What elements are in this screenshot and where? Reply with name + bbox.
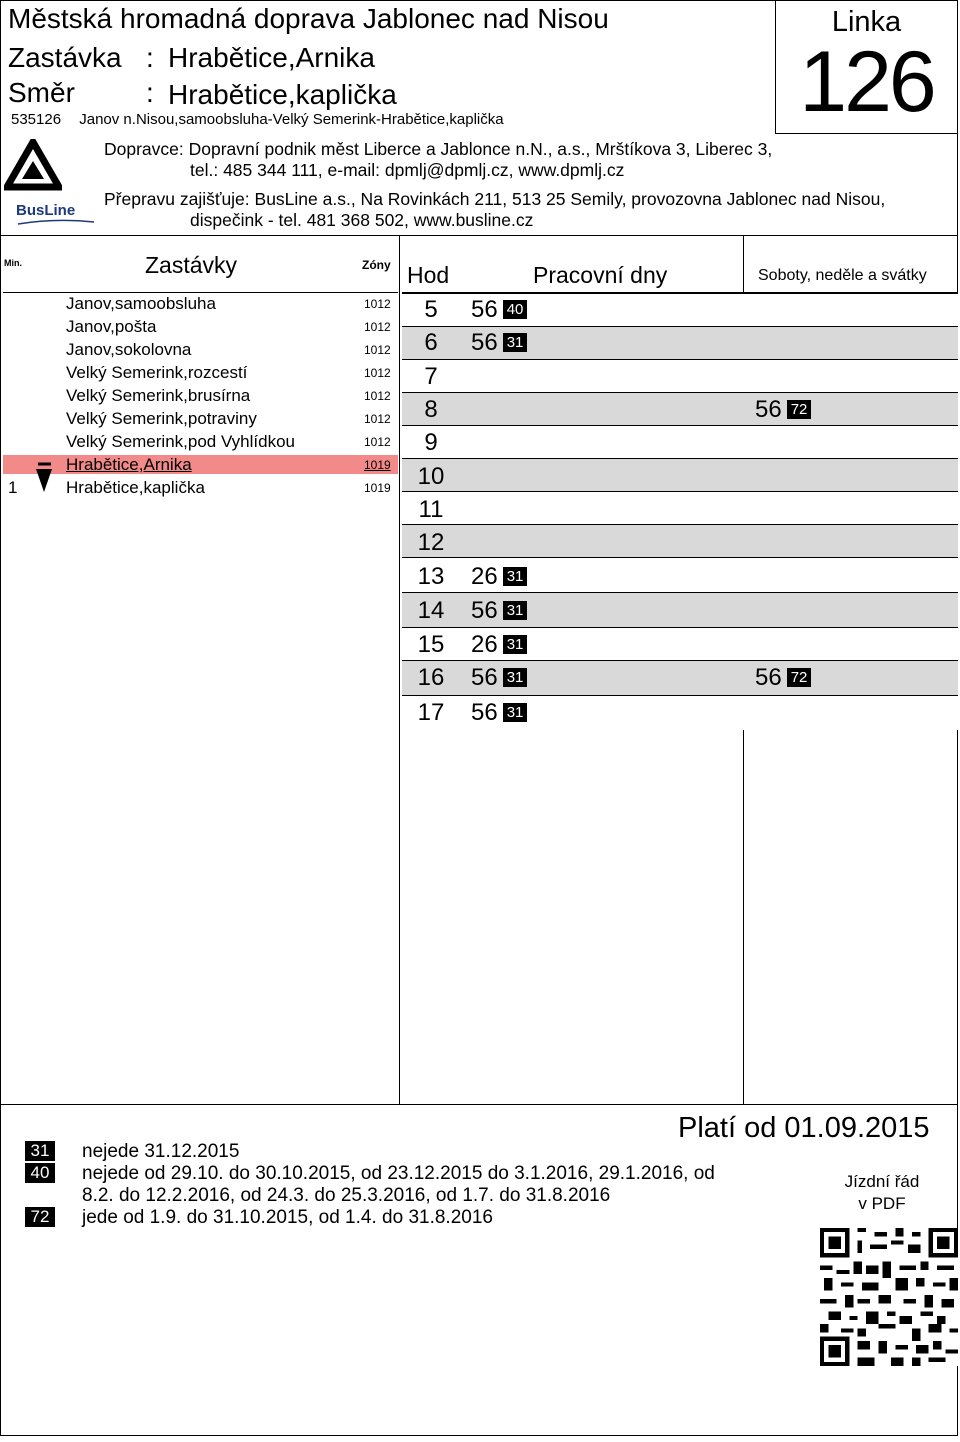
weekday-departure xyxy=(471,631,527,659)
stop-name: Velký Semerink,brusírna xyxy=(66,386,251,405)
hour-cell: 11 xyxy=(418,496,444,523)
direction-arrow-icon xyxy=(34,461,54,493)
city-title: Městská hromadná doprava Jablonec nad Nisou xyxy=(8,3,609,34)
operator-info-line1: Přepravu zajišťuje: BusLine a.s., Na Rovinkách 211, 513 25 Semily, provozovna Jablonec nad Nisou, xyxy=(104,189,886,209)
stop-zone: 1012 xyxy=(364,366,391,380)
hour-cell: 8 xyxy=(424,396,438,423)
legend-code: 31 xyxy=(25,1141,55,1161)
divider-stops xyxy=(399,236,400,1105)
current-stop-zone: 1019 xyxy=(364,458,391,472)
route-code: 535126 xyxy=(11,111,62,128)
note-badge: 31 xyxy=(503,703,528,722)
hour-cell: 13 xyxy=(417,563,445,590)
hour-cell: 7 xyxy=(424,363,438,390)
weekend-departure xyxy=(755,396,811,424)
weekday-column-header: Pracovní dny xyxy=(533,262,668,288)
weekday-departure xyxy=(471,664,527,692)
route-text: Janov n.Nisou,samoobsluha-Velký Semerink-Hrabětice,kaplička xyxy=(79,111,504,128)
stop-minutes: 1 xyxy=(8,478,18,497)
stop-name: Velký Semerink,potraviny xyxy=(66,409,257,428)
table-row xyxy=(402,393,958,426)
line-label: Linka xyxy=(831,6,902,38)
departure-minute: 26 xyxy=(471,631,498,658)
stop-zone: 1012 xyxy=(364,320,391,334)
stop-zone: 1019 xyxy=(364,481,391,495)
minutes-column-header: Min. xyxy=(4,258,22,268)
direction-value: Hrabětice,kaplička xyxy=(168,79,397,110)
route-description xyxy=(11,111,504,128)
divider-footer xyxy=(0,1104,958,1105)
weekday-departure xyxy=(471,597,527,625)
busline-logo: BusLine xyxy=(16,202,76,219)
hour-cell: 17 xyxy=(417,699,445,726)
weekday-departure xyxy=(471,329,527,357)
stop-zone: 1012 xyxy=(364,412,391,426)
stops-column-header: Zastávky xyxy=(145,252,238,278)
stop-zone: 1012 xyxy=(364,297,391,311)
note-badge: 31 xyxy=(503,567,528,586)
stop-label: Zastávka xyxy=(8,42,122,73)
legend-code: 72 xyxy=(25,1207,55,1227)
table-row xyxy=(402,426,958,459)
departure-minute: 56 xyxy=(755,396,782,423)
legend-text: nejede 31.12.2015 xyxy=(82,1141,240,1162)
note-badge: 31 xyxy=(503,635,528,654)
stop-name: Velký Semerink,rozcestí xyxy=(66,363,248,382)
pdf-label: Jízdní řád xyxy=(844,1172,920,1191)
departure-minute: 56 xyxy=(471,699,498,726)
departure-minute: 56 xyxy=(471,296,498,323)
direction-label: Směr xyxy=(8,77,75,108)
zones-column-header: Zóny xyxy=(362,258,391,272)
stop-name: Janov,pošta xyxy=(66,317,157,336)
pdf-label: v PDF xyxy=(858,1194,906,1213)
carrier-info-line2: tel.: 485 344 111, e-mail: dpmlj@dpmlj.cz, www.dpmlj.cz xyxy=(190,160,625,180)
busline-swoosh-icon xyxy=(16,218,96,228)
dpmlj-logo-icon xyxy=(4,139,62,191)
note-badge: 31 xyxy=(503,333,528,352)
table-row xyxy=(402,360,958,393)
operator-info-line2: dispečink - tel. 481 368 502, www.busline.cz xyxy=(190,210,534,230)
legend-code: 40 xyxy=(25,1163,55,1183)
current-stop-highlight xyxy=(3,455,398,474)
hour-cell: 6 xyxy=(424,329,438,356)
weekend-column-header: Soboty, neděle a svátky xyxy=(758,267,927,284)
weekday-departure xyxy=(471,296,527,324)
valid-from: Platí od 01.09.2015 xyxy=(678,1112,930,1144)
stop-name: Janov,sokolovna xyxy=(66,340,192,359)
line-number: 126 xyxy=(799,34,934,130)
table-row xyxy=(402,525,958,558)
departure-minute: 56 xyxy=(471,664,498,691)
weekend-departure xyxy=(755,664,811,692)
note-badge: 40 xyxy=(503,300,528,319)
legend-text: jede od 1.9. do 31.10.2015, od 1.4. do 31.8.2016 xyxy=(82,1207,493,1228)
stop-colon: : xyxy=(146,42,154,73)
stop-name: Velký Semerink,pod Vyhlídkou xyxy=(66,432,295,451)
stop-name: Hrabětice,kaplička xyxy=(66,478,205,497)
stop-zone: 1012 xyxy=(364,389,391,403)
note-badge: 72 xyxy=(787,400,812,419)
departure-minute: 56 xyxy=(471,329,498,356)
hour-cell: 5 xyxy=(424,296,438,323)
table-row xyxy=(402,492,958,525)
stop-zone: 1012 xyxy=(364,343,391,357)
current-stop-name: Hrabětice,Arnika xyxy=(66,455,192,474)
stop-zone: 1012 xyxy=(364,435,391,449)
stop-value: Hrabětice,Arnika xyxy=(168,42,375,73)
hour-cell: 16 xyxy=(417,664,445,691)
legend-text: nejede od 29.10. do 30.10.2015, od 23.12.2015 do 3.1.2016, 29.1.2016, od xyxy=(82,1163,715,1184)
departure-minute: 56 xyxy=(471,597,498,624)
qr-code-icon[interactable] xyxy=(820,1228,958,1366)
weekday-departure xyxy=(471,563,527,591)
note-badge: 72 xyxy=(787,668,812,687)
note-badge: 31 xyxy=(503,668,528,687)
hour-cell: 10 xyxy=(417,463,445,490)
departure-minute: 26 xyxy=(471,563,498,590)
hour-cell: 15 xyxy=(417,631,445,658)
hour-cell: 14 xyxy=(417,597,445,624)
hour-cell: 12 xyxy=(417,529,445,556)
hour-cell: 9 xyxy=(424,429,438,456)
hour-column-header: Hod xyxy=(407,262,450,288)
direction-colon: : xyxy=(146,77,154,108)
carrier-info-line1: Dopravce: Dopravní podnik měst Liberce a Jablonce n.N., a.s., Mrštíkova 3, Liberec 3, xyxy=(104,139,773,159)
stop-name: Janov,samoobsluha xyxy=(66,294,216,313)
legend-text: 8.2. do 12.2.2016, od 24.3. do 25.3.2016, od 1.7. do 31.8.2016 xyxy=(82,1185,611,1206)
stops-header-rule xyxy=(3,292,398,293)
note-badge: 31 xyxy=(503,601,528,620)
departure-minute: 56 xyxy=(755,664,782,691)
weekday-departure xyxy=(471,699,527,727)
table-row xyxy=(402,459,958,492)
